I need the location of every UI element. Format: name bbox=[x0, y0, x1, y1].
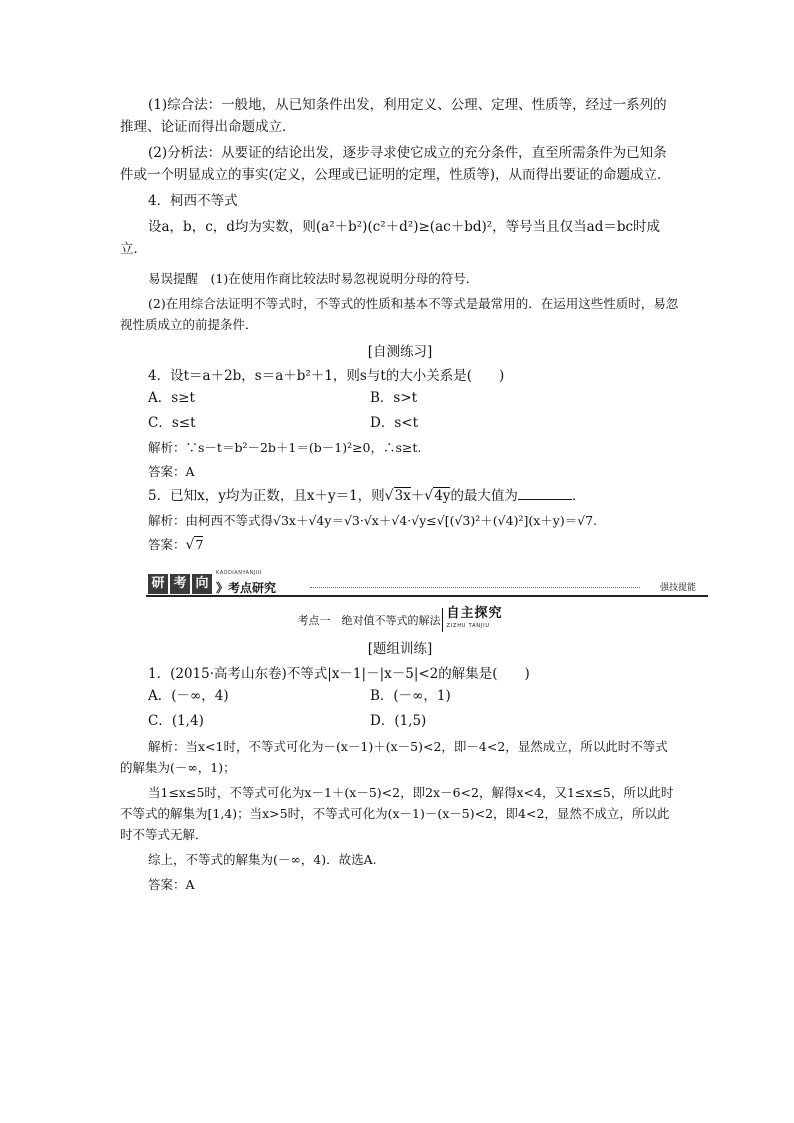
q5-radicand-2: 4y bbox=[434, 488, 451, 504]
self-test-heading: [自测练习] bbox=[367, 344, 433, 360]
q4-answer: 答案：A bbox=[148, 464, 195, 479]
g1-option-b: B．(－∞，1) bbox=[370, 688, 451, 704]
g1-options-row-1 bbox=[120, 685, 680, 707]
q4-option-a: A．s≥t bbox=[148, 390, 195, 406]
g1-option-a: A．(－∞，4) bbox=[148, 688, 229, 704]
q4-option-c: C．s≤t bbox=[148, 415, 196, 431]
q5-answer-value: 7 bbox=[195, 537, 204, 552]
q4-option-d: D．s<t bbox=[370, 415, 418, 431]
banner-right-label: 强技提能 bbox=[659, 583, 696, 593]
g1-analysis-1: 解析：当x<1时，不等式可化为－(x－1)＋(x－5)<2，即－4<2，显然成立，所以此时不等式的解集为(－∞，1)； bbox=[120, 739, 668, 775]
banner-char-3: 向 bbox=[192, 574, 212, 594]
banner-rule bbox=[146, 595, 708, 597]
document-page bbox=[120, 90, 696, 895]
banner-pinyin: KAODIANYANJIU bbox=[216, 570, 262, 576]
warning-1: 易误提醒 (1)在使用作商比较法时易忽视说明分母的符号． bbox=[148, 271, 479, 286]
q5-answer-label: 答案： bbox=[148, 537, 186, 552]
q5-stem-a: 5．已知x，y均为正数，且x＋y＝1，则 bbox=[148, 488, 385, 504]
banner-char-1: 研 bbox=[148, 574, 168, 594]
banner-title: 》考点研究 bbox=[216, 581, 277, 595]
warning-2: (2)在用综合法证明不等式时，不等式的性质和基本不等式是最常用的．在运用这些性质时，易忽视性质成立的前提条件． bbox=[120, 296, 679, 332]
group-training-heading: [题组训练] bbox=[367, 641, 433, 657]
q4-stem: 4．设t＝a＋2b，s＝a＋b²＋1，则s与t的大小关系是( ) bbox=[148, 368, 505, 384]
topic-heading bbox=[120, 608, 680, 632]
g1-stem: 1．(2015·高考山东卷)不等式|x－1|－|x－5|<2的解集是( ) bbox=[148, 666, 530, 682]
g1-options-row-2 bbox=[120, 710, 680, 732]
banner-blocks bbox=[148, 574, 214, 594]
paragraph-synthesis: (1)综合法：一般地，从已知条件出发，利用定义、公理、定理、性质等，经过一系列的推理、论证而得出命题成立． bbox=[120, 97, 667, 135]
section-cauchy-heading: 4．柯西不等式 bbox=[148, 193, 238, 209]
topic-tag-text: 自主探究 bbox=[446, 606, 503, 621]
banner-char-2: 考 bbox=[170, 574, 190, 594]
g1-option-c: C．(1,4) bbox=[148, 713, 204, 729]
g1-analysis-2: 当1≤x≤5时，不等式可化为x－1＋(x－5)<2，即2x－6<2，解得x<4，又1≤x≤5，所以此时不等式的解集为[1,4)；当x>5时，不等式可化为(x－1)－(x－5)<2，即4<2，显然不成立，所以此时不等式无解． bbox=[120, 785, 674, 842]
section-banner bbox=[120, 566, 696, 600]
q5-stem-b: 的最大值为 bbox=[450, 488, 518, 504]
g1-option-d: D．(1,5) bbox=[370, 713, 427, 729]
cauchy-statement: 设a，b，c，d均为实数，则(a²＋b²)(c²＋d²)≥(ac＋bd)²，等号当且仅当ad＝bc时成立． bbox=[120, 219, 661, 257]
q4-options-row-1 bbox=[120, 387, 680, 409]
q4-analysis: 解析：∵s－t＝b²－2b＋1＝(b－1)²≥0，∴s≥t. bbox=[148, 440, 422, 455]
paragraph-analysis: (2)分析法：从要证的结论出发，逐步寻求使它成立的充分条件，直至所需条件为已知条件或一个明显成立的事实(定义，公理或已证明的定理，性质等)，从而得出要证的命题成立． bbox=[120, 145, 671, 183]
q5-analysis: 解析：由柯西不等式得√3x＋√4y＝√3·√x＋√4·√y≤√[(√3)²＋(√4)²](x＋y)＝√7. bbox=[148, 513, 598, 528]
q5-stem: 5．已知x，y均为正数，且x＋y＝1，则√3x＋√4y的最大值为 ． bbox=[120, 485, 680, 507]
q4-options-row-2 bbox=[120, 412, 680, 434]
q5-radicand-1: 3x bbox=[394, 488, 411, 504]
topic-tag bbox=[442, 608, 502, 632]
g1-answer: 答案：A bbox=[148, 877, 195, 892]
q5-answer: 答案：√7 bbox=[148, 537, 204, 553]
banner-dotted-rule bbox=[310, 587, 640, 588]
topic-title: 考点一 绝对值不等式的解法 bbox=[297, 614, 441, 627]
answer-blank bbox=[518, 485, 572, 500]
topic-tag-pinyin: ZIZHU TANJIU bbox=[446, 623, 490, 629]
q4-option-b: B．s>t bbox=[370, 390, 418, 406]
g1-analysis-3: 综上，不等式的解集为(－∞，4)．故选A. bbox=[148, 852, 377, 867]
